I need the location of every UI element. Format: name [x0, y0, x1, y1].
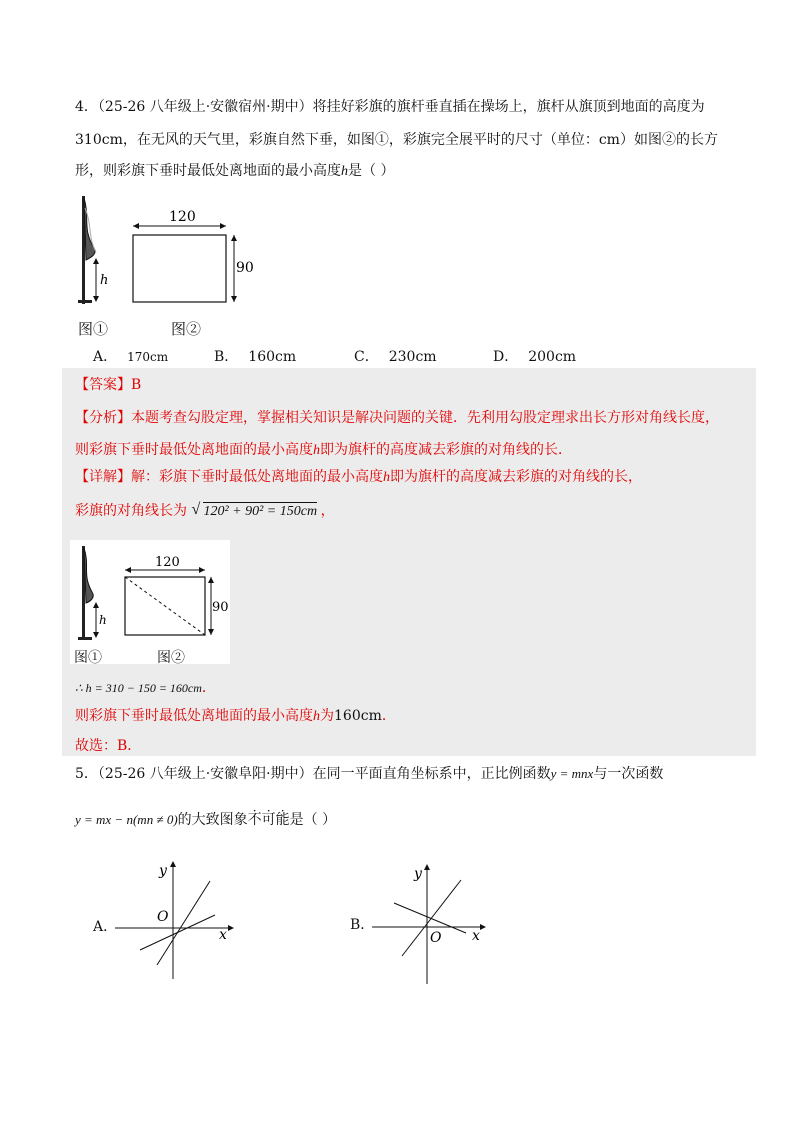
- fig2-caption: 图②: [171, 320, 202, 338]
- calc-line: ∴ h = 310 − 150 = 160cm．: [75, 680, 216, 696]
- graph-b[interactable]: [372, 860, 497, 985]
- detail-var-h: h: [383, 470, 390, 485]
- fig2-width-label: 120: [155, 555, 180, 570]
- graph-b-origin-label: O: [430, 930, 442, 946]
- fig2-height-label: 90: [212, 600, 229, 615]
- q4-line-3-end: 是（ ）: [348, 163, 395, 179]
- flagpole-icon: [78, 196, 108, 304]
- fig1-height-label: 90: [236, 260, 254, 276]
- analysis-line-1: 【分析】本题考查勾股定理，掌握相关知识是解决问题的关键．先利用勾股定理求出长方形对角线长度，: [75, 410, 719, 426]
- q4-line-3-text: 形，则彩旗下垂时最低处离地面的最小高度: [75, 163, 341, 179]
- solution-fig1-caption: 图①: [74, 650, 102, 666]
- fig1-h-label: h: [100, 273, 109, 288]
- graph-a-label[interactable]: A．: [93, 919, 118, 935]
- option-d[interactable]: D． 200cm: [493, 349, 577, 365]
- conclusion-line: 则彩旗下垂时最低处离地面的最小高度h为160cm．: [75, 708, 396, 724]
- fig1-width-label: 120: [169, 209, 196, 225]
- fig2-h-label: h: [99, 613, 107, 627]
- q4-var-h: h: [341, 164, 348, 179]
- solution-figure: [70, 540, 230, 664]
- graph-a[interactable]: [115, 855, 240, 980]
- q4-line-2: 310cm，在无风的天气里，彩旗自然下垂，如图①，彩旗完全展平时的尺寸（单位：cm）如图②的长方: [75, 132, 718, 148]
- q5-line-2: y = mx − n(mn ≠ 0)的大致图象不可能是（ ）: [75, 812, 337, 828]
- flag-rectangle: [133, 209, 254, 302]
- q4-line-1: 4．（25-26 八年级上·安徽宿州·期中）将挂好彩旗的旗杆垂直插在操场上，旗杆从旗顶到地面的高度为: [75, 99, 705, 115]
- detail-line-1: 【详解】解：彩旗下垂时最低处离地面的最小高度h即为旗杆的高度减去彩旗的对角线的长，: [75, 469, 642, 485]
- graph-a-y-label: y: [159, 863, 167, 879]
- answer-line: 【答案】B: [75, 377, 142, 393]
- fig1-caption: 图①: [78, 320, 109, 338]
- option-c[interactable]: C． 230cm: [354, 349, 437, 365]
- graph-b-label[interactable]: B．: [350, 917, 375, 933]
- analysis-var-h: h: [313, 443, 320, 458]
- sqrt-formula: √ 120² + 90² = 150cm: [191, 501, 318, 519]
- q4-figure: [70, 188, 254, 338]
- graph-a-x-label: x: [219, 927, 227, 943]
- analysis-line-2: 则彩旗下垂时最低处离地面的最小高度h即为旗杆的高度减去彩旗的对角线的长．: [75, 442, 572, 458]
- option-a[interactable]: A． 170cm: [93, 349, 169, 365]
- q5-line-1: 5．（25-26 八年级上·安徽阜阳·期中）在同一平面直角坐标系中，正比例函数y = mnx与一次函数: [75, 766, 664, 782]
- solution-fig2-caption: 图②: [157, 650, 185, 666]
- choose-line: 故选：B．: [75, 738, 142, 754]
- option-b[interactable]: B． 160cm: [214, 349, 297, 365]
- graph-b-x-label: x: [472, 928, 480, 944]
- graph-a-origin-label: O: [157, 909, 169, 925]
- q4-line-3: [75, 162, 394, 181]
- graph-b-y-label: y: [414, 866, 422, 882]
- detail-line-2: 彩旗的对角线长为 √ 120² + 90² = 150cm ，: [75, 501, 335, 519]
